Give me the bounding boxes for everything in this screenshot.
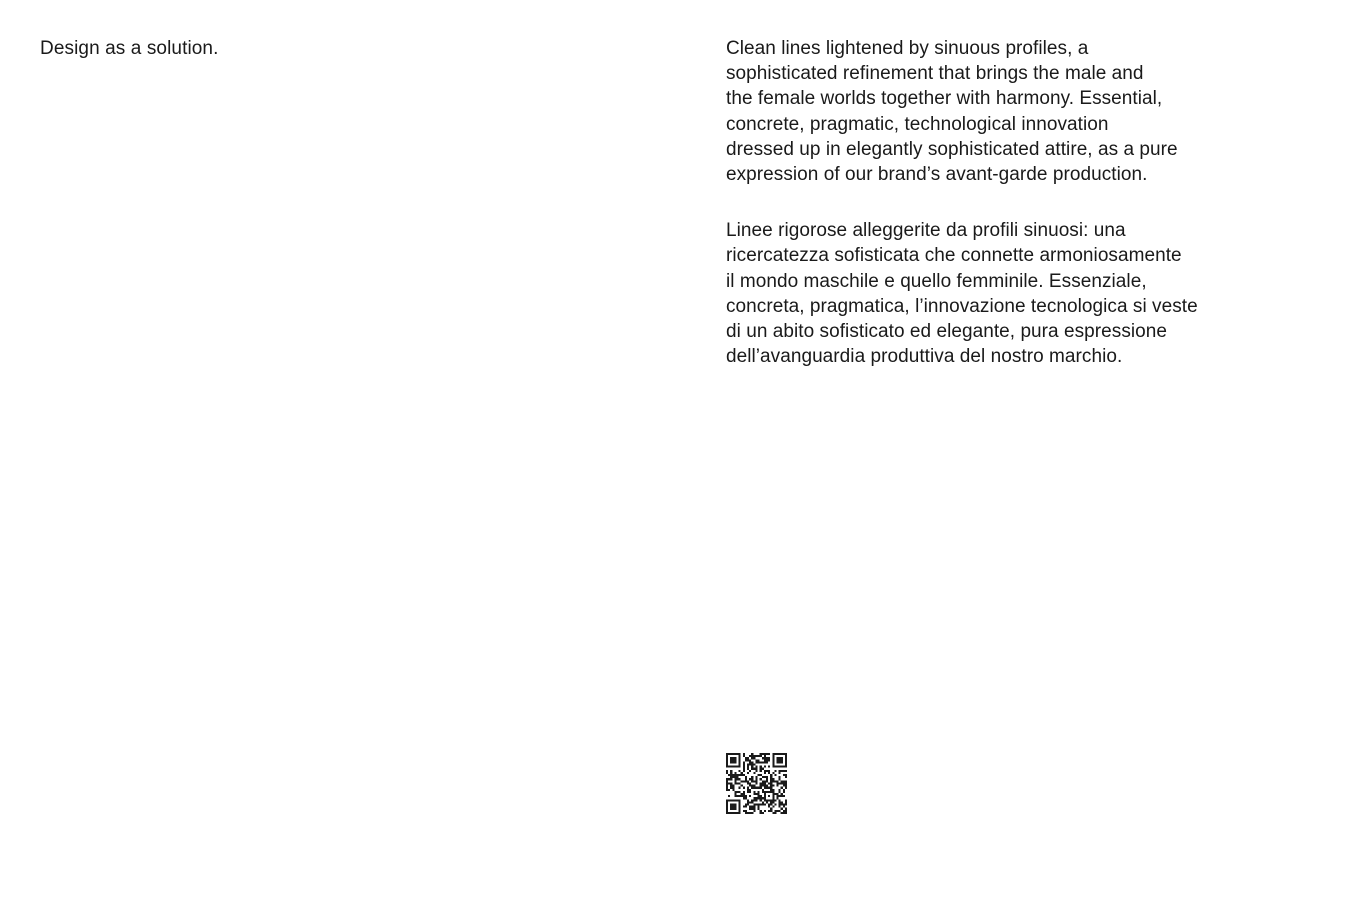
- text-line: expression of our brand’s avant-garde production.: [726, 164, 1148, 186]
- text-line: sophisticated refinement that brings the male and: [726, 63, 1144, 85]
- qr-code-icon[interactable]: [726, 753, 787, 814]
- qr-code-graphic: [726, 753, 787, 814]
- text-line: concreta, pragmatica, l’innovazione tecnologica si veste: [726, 295, 1198, 317]
- text-line: concrete, pragmatic, technological innovation: [726, 113, 1109, 135]
- text-line: Linee rigorose alleggerite da profili sinuosi: una: [726, 220, 1126, 242]
- page-heading: Design as a solution.: [40, 38, 219, 59]
- description-english: [726, 36, 1246, 187]
- text-line: ricercatezza sofisticata che connette armoniosamente: [726, 245, 1182, 267]
- text-line: di un abito sofisticato ed elegante, pura espressione: [726, 321, 1167, 343]
- text-line: the female worlds together with harmony. Essential,: [726, 88, 1163, 110]
- text-line: il mondo maschile e quello femminile. Essenziale,: [726, 270, 1147, 292]
- description-italian: [726, 218, 1246, 369]
- text-line: dressed up in elegantly sophisticated attire, as a pure: [726, 138, 1178, 160]
- description-column: [726, 36, 1246, 369]
- text-line: Clean lines lightened by sinuous profiles, a: [726, 38, 1089, 59]
- text-line: dell’avanguardia produttiva del nostro marchio.: [726, 346, 1123, 368]
